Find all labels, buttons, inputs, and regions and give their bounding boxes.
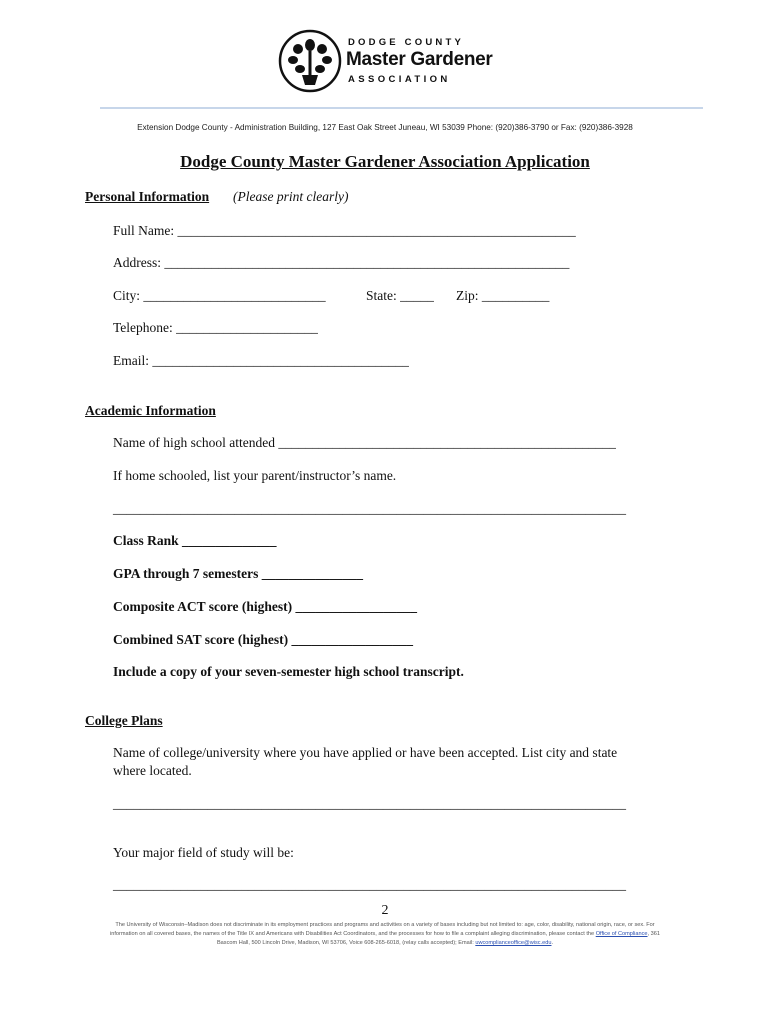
personal-note: (Please print clearly) <box>233 189 349 204</box>
logo-line-2: Master Gardener <box>346 49 493 70</box>
gpa-field[interactable]: GPA through 7 semesters _______________ <box>113 566 363 581</box>
footer-text-b: , 361 Bascom Hall, 500 Lincoln Drive, Madison, WI 53706, Voice 608-265-6018, (relay calls accepted); Email: <box>216 931 660 946</box>
class-rank-field[interactable]: Class Rank ______________ <box>113 533 277 548</box>
major-answer-line[interactable]: ____________________________________________________________________________ <box>113 877 626 892</box>
logo-line-1: DODGE COUNTY <box>348 37 464 48</box>
zip-field[interactable]: Zip: __________ <box>456 288 550 303</box>
compliance-email-link[interactable]: uwcomplianceoffice@wisc.edu <box>475 940 552 946</box>
header-divider <box>100 107 703 109</box>
footer-text-c: . <box>551 940 554 946</box>
email-field[interactable]: Email: ______________________________________ <box>113 353 409 368</box>
sat-field[interactable]: Combined SAT score (highest) __________________ <box>113 632 414 647</box>
plant-emblem-icon <box>278 29 342 93</box>
college-answer-line[interactable]: ____________________________________________________________________________ <box>113 796 626 811</box>
high-school-field[interactable]: Name of high school attended __________________________________________________ <box>113 435 616 450</box>
logo-line-3: ASSOCIATION <box>348 74 451 85</box>
home-school-line[interactable]: ____________________________________________________________________________ <box>113 501 626 516</box>
major-label: Your major field of study will be: <box>113 845 294 860</box>
footer-text-a: The University of Wisconsin–Madison does not discriminate in its employment practices and programs and activities on a variety of bases including but not limited to: age, color, disability, national origin, race, or sex. For information on all covered bases, the names of the Title IX and Americans with Disabilities Act Coordinators, and the processes for how to file a complaint alleging discrimination, please contact the <box>110 922 655 937</box>
personal-heading: Personal Information <box>85 189 210 204</box>
act-field[interactable]: Composite ACT score (highest) __________________ <box>113 599 417 614</box>
transcript-note: Include a copy of your seven-semester high school transcript. <box>113 664 464 679</box>
college-question-cont: where located. <box>113 763 192 778</box>
academic-heading: Academic Information <box>85 403 216 418</box>
college-heading: College Plans <box>85 713 163 728</box>
city-field[interactable]: City: ___________________________ <box>113 288 326 303</box>
compliance-office-link[interactable]: Office of Compliance <box>595 931 648 937</box>
page-number: 2 <box>381 903 389 918</box>
contact-line: Extension Dodge County - Administration Building, 127 East Oak Street Juneau, WI 53039 Phone: (920)386-3790 or Fax: (920)386-3928 <box>137 123 633 132</box>
logo <box>278 29 508 95</box>
full-name-field[interactable]: Full Name: ___________________________________________________________ <box>113 223 576 238</box>
page-title: Dodge County Master Gardener Association Application <box>180 152 590 171</box>
home-school-label: If home schooled, list your parent/instructor’s name. <box>113 468 397 483</box>
telephone-field[interactable]: Telephone: _____________________ <box>113 320 318 335</box>
college-question: Name of college/university where you have applied or have been accepted. List city and state <box>113 745 618 760</box>
footer-disclaimer <box>105 921 665 948</box>
state-field[interactable]: State: _____ <box>366 288 434 303</box>
address-field[interactable]: Address: ____________________________________________________________ <box>113 255 570 270</box>
